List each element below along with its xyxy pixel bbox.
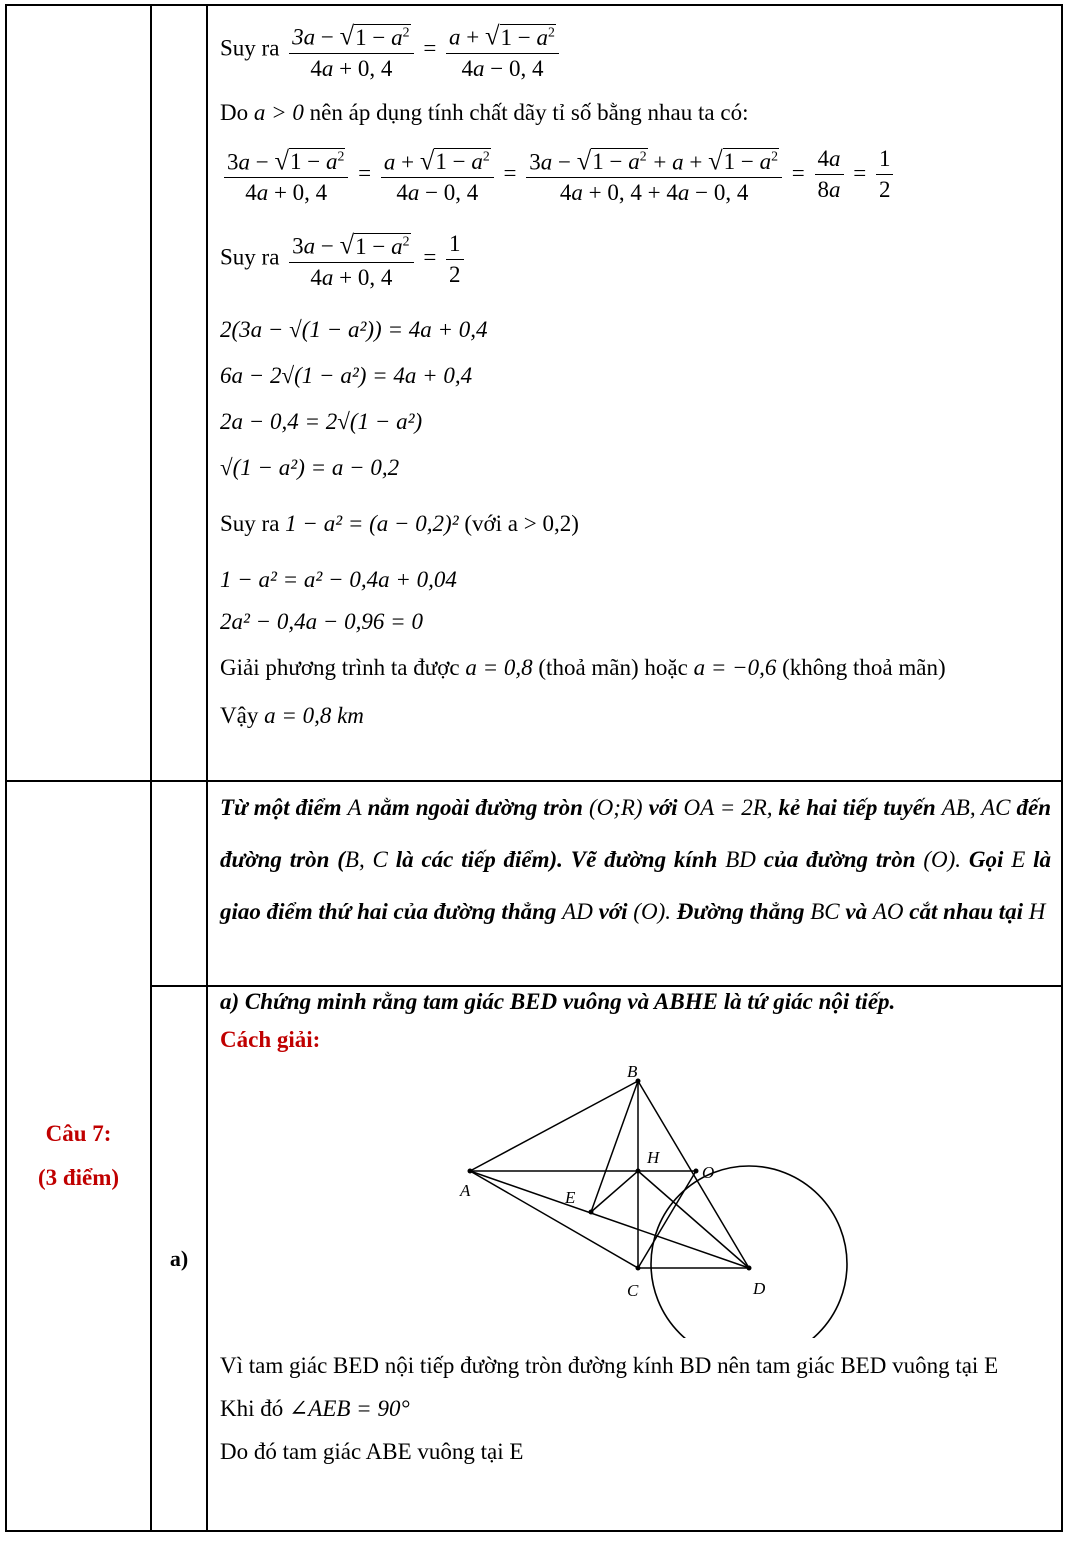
math: a = −0,6 (693, 654, 777, 680)
segment-HD (638, 1171, 749, 1268)
label-H: H (647, 1148, 660, 1167)
equation-line: 6a − 2√(1 − a²) = 4a + 0,4 (220, 362, 473, 388)
question-label-cell (6, 781, 151, 1531)
fraction: $\frac{3a - √1 - a^2}{4a + 0, 4}$ (224, 145, 348, 206)
label-O: O (702, 1163, 715, 1182)
text-line (220, 704, 1051, 728)
fraction: $\frac{a + √1 - a^2}{4a - 0, 4}$ (446, 20, 559, 81)
statement-2: Khi đó ∠AEB = 90° (220, 1396, 410, 1421)
part-a-task: a) Chứng minh rằng tam giác BED vuông và ABHE là tứ giác nội tiếp. (220, 989, 896, 1014)
equation-line: 2a − 0,4 = 2√(1 − a²) (220, 408, 423, 434)
equation-line: $\frac{3a - √1 - a^2}{4a + 0, 4}$ = $\frac{a + √1 - a^2}{4a - 0, 4}$ = $\frac{3a - √1 - a^2 + a + √1 - a^2}{4a + 0, 4 + 4a - 0, 4}$ = $\frac{4a}{8a}$ = $\frac{1}{2}$ (220, 145, 1051, 206)
text: Do (220, 99, 249, 125)
part-label: a) (169, 1245, 189, 1271)
text: Suy ra (220, 510, 280, 536)
label-C: C (627, 1281, 639, 1300)
label-B: B (627, 1063, 638, 1081)
empty-cell (6, 5, 151, 781)
math: a = 0,8 km (264, 702, 364, 728)
problem-statement-cell (207, 781, 1062, 986)
solution-page (5, 4, 1063, 1536)
fraction: $\frac{1}{2}$ (876, 147, 894, 202)
text: Giải phương trình ta được (220, 654, 460, 680)
text-line (220, 101, 1051, 125)
segment-AD (470, 1171, 749, 1268)
math: 1 − a² = (a − 0,2)² (285, 510, 459, 536)
part-a-cell (207, 986, 1062, 1531)
text: (thoả mãn) hoặc (538, 654, 688, 680)
statement-3: Do đó tam giác ABE vuông tại E (220, 1439, 524, 1464)
label-D: D (753, 1279, 766, 1298)
text-line (220, 656, 1051, 680)
text: nên áp dụng tính chất dãy tỉ số bằng nhau ta có: (309, 99, 749, 125)
text: (không thoả mãn) (782, 654, 946, 680)
math: a > 0 (253, 99, 304, 125)
fraction: $\frac{4a}{8a}$ (815, 147, 844, 202)
equation-line: Suy ra $\frac{3a - √1 - a^2}{4a + 0, 4}$ = $\frac{a + √1 - a^2}{4a - 0, 4}$ (220, 20, 1051, 81)
label-A: A (460, 1181, 471, 1200)
problem-statement: Từ một điểm A nằm ngoài đường tròn (O;R) với OA = 2R, kẻ hai tiếp tuyến AB, AC đến đường tròn (B, C là các tiếp điểm). Vẽ đường kính BD của đường tròn (O). Gọi E là giao điểm thứ hai của đường thẳng AD với (O). Đường thẳng BC và AO cắt nhau tại H (220, 795, 1052, 924)
geometry-figure (220, 1063, 1056, 1338)
fraction: $\frac{a + √1 - a^2}{4a - 0, 4}$ (381, 145, 494, 206)
text: Suy ra (220, 244, 280, 270)
segment-CO (638, 1171, 696, 1268)
equation-line: √(1 − a²) = a − 0,2 (220, 454, 400, 480)
equation-line (220, 512, 1051, 536)
equation-line: 2(3a − √(1 − a²)) = 4a + 0,4 (220, 316, 488, 342)
question-points: (3 điểm) (37, 1165, 120, 1190)
part-label-cell (151, 986, 207, 1531)
equation-line: 2a² − 0,4a − 0,96 = 0 (220, 608, 423, 634)
empty-cell (151, 781, 207, 986)
statement-1: Vì tam giác BED nội tiếp đường tròn đường kính BD nên tam giác BED vuông tại E (220, 1353, 999, 1378)
empty-cell (151, 5, 207, 781)
label-E: E (565, 1188, 576, 1207)
segment-AC (470, 1171, 638, 1268)
math: a = 0,8 (465, 654, 533, 680)
solution-table (5, 4, 1063, 1532)
question-label: Câu 7: (45, 1121, 112, 1146)
fraction: $\frac{1}{2}$ (446, 232, 464, 287)
circle-O (651, 1166, 847, 1338)
fraction: $\frac{3a - √1 - a^2}{4a + 0, 4}$ (289, 229, 413, 290)
text: Suy ra (220, 35, 280, 61)
fraction: $\frac{3a - √1 - a^2 + a + √1 - a^2}{4a + 0, 4 + 4a - 0, 4}$ (526, 145, 782, 206)
method-heading: Cách giải: (220, 1027, 321, 1052)
solution-continuation (207, 5, 1062, 781)
segment-AB (470, 1081, 638, 1171)
fraction: $\frac{3a - √1 - a^2}{4a + 0, 4}$ (289, 20, 413, 81)
equation-line: Suy ra $\frac{3a - √1 - a^2}{4a + 0, 4}$ = $\frac{1}{2}$ (220, 229, 1051, 290)
text: (với a > 0,2) (464, 510, 579, 536)
equation-line: 1 − a² = a² − 0,4a + 0,04 (220, 566, 457, 592)
text: Vậy (220, 702, 259, 728)
